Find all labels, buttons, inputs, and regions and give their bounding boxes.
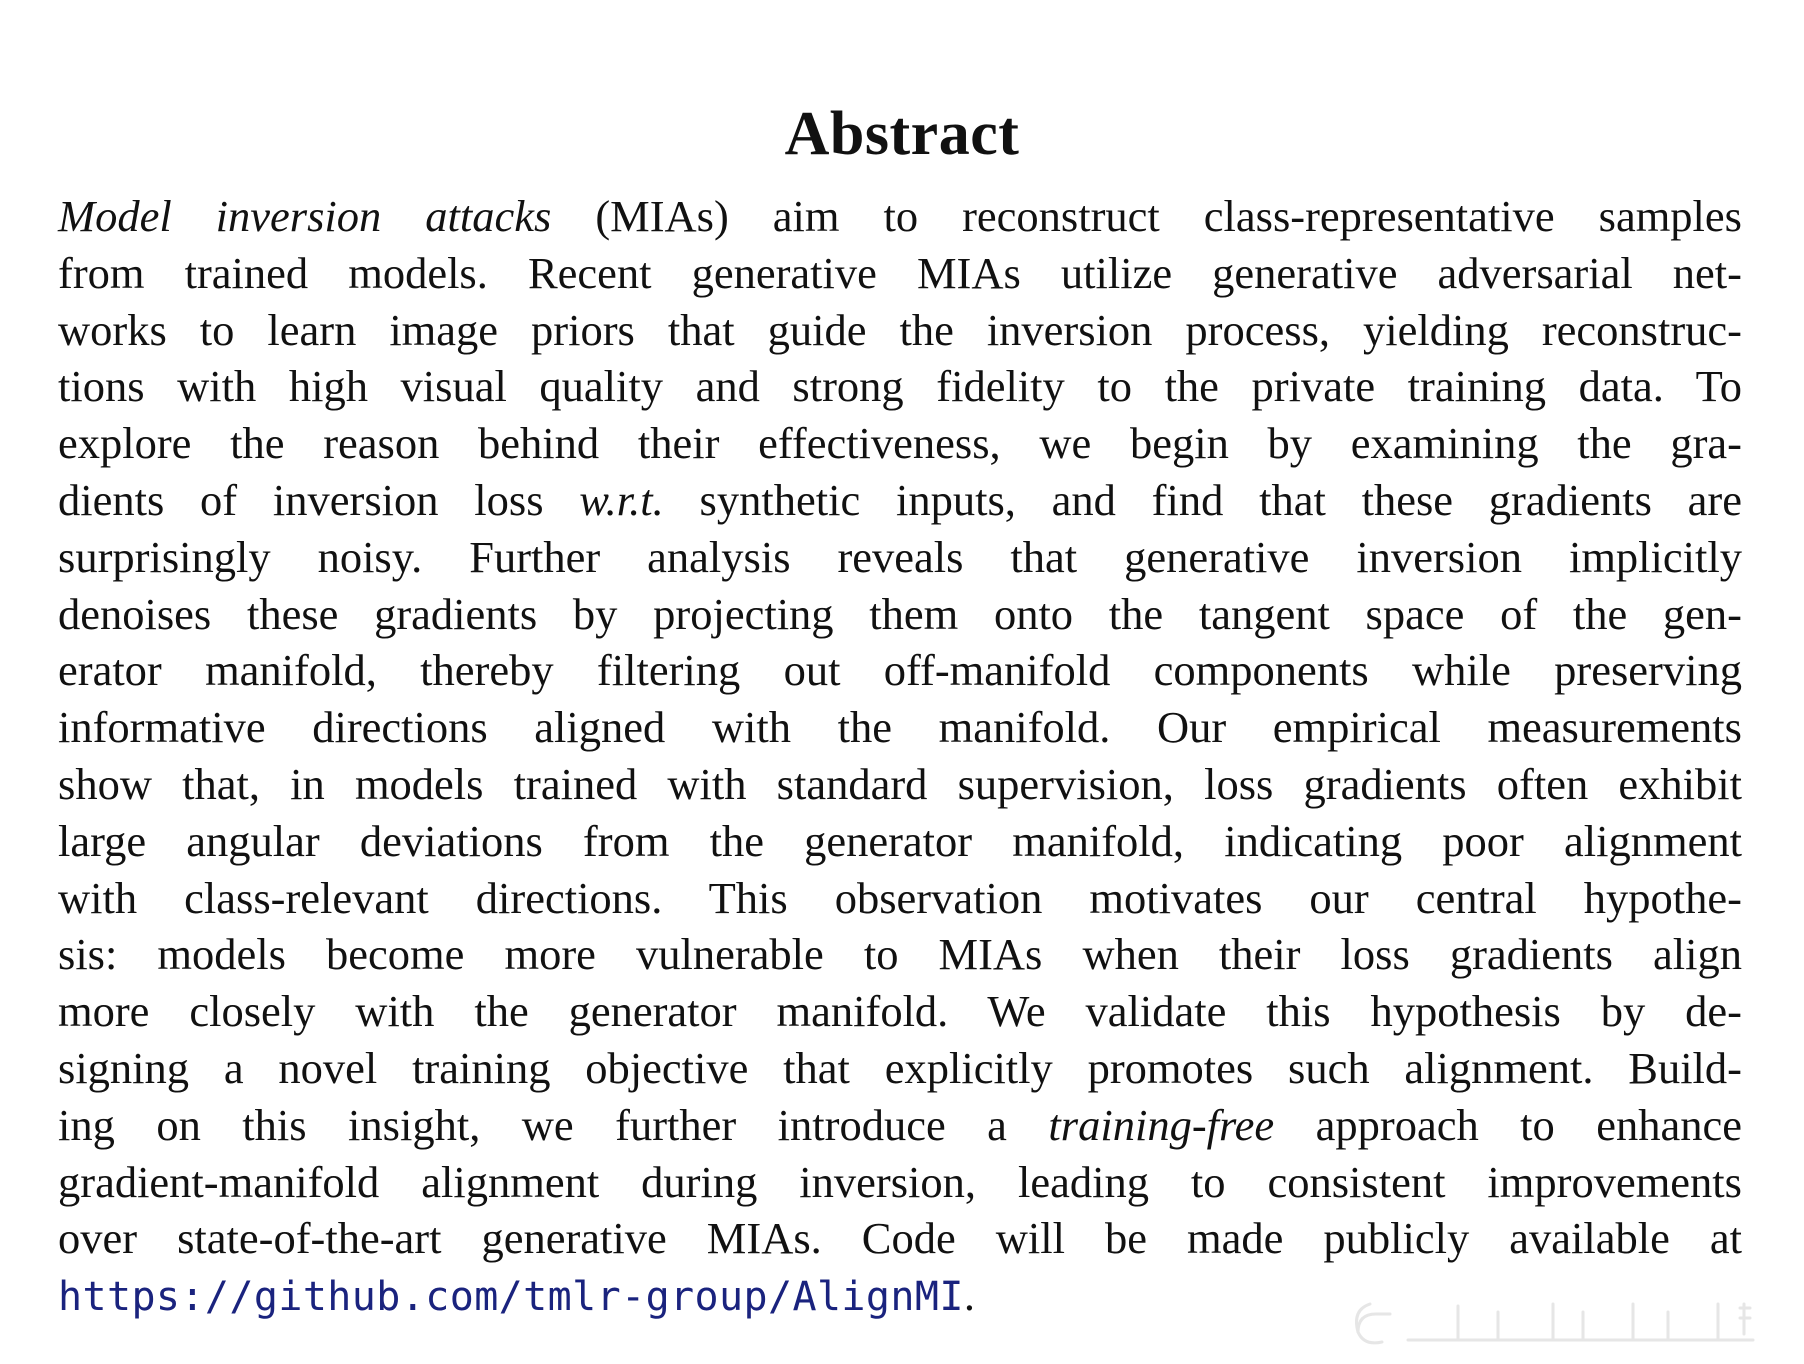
abstract-text: dients of inversion loss <box>58 474 580 525</box>
abstract-line <box>58 188 1742 245</box>
italic-term: training-free <box>1048 1099 1275 1150</box>
abstract-text: show that, in models trained with standard supervision, loss gradients often exhibit <box>58 758 1742 809</box>
abstract-line <box>58 983 1742 1040</box>
watermark-logo <box>1348 1274 1768 1354</box>
abstract-text: synthetic inputs, and find that these gradients are <box>663 474 1742 525</box>
abstract-line <box>58 1154 1742 1211</box>
abstract-line <box>58 1097 1742 1154</box>
abstract-line <box>58 1040 1742 1097</box>
abstract-text: informative directions aligned with the manifold. Our empirical measurements <box>58 702 1742 753</box>
abstract-line <box>58 586 1742 643</box>
abstract-text: over state-of-the-art generative MIAs. Code will be made publicly available at <box>58 1213 1742 1264</box>
abstract-text: signing a novel training objective that explicitly promotes such alignment. Build- <box>58 1042 1742 1093</box>
abstract-line <box>58 302 1742 359</box>
abstract-line <box>58 756 1742 813</box>
abstract-body <box>58 188 1742 1324</box>
abstract-line <box>58 529 1742 586</box>
italic-term: w.r.t. <box>579 474 664 525</box>
abstract-line <box>58 415 1742 472</box>
abstract-line <box>58 1210 1742 1267</box>
abstract-text: surprisingly noisy. Further analysis reveals that generative inversion implicitly <box>58 531 1742 582</box>
abstract-text: more closely with the generator manifold. We validate this hypothesis by de- <box>58 986 1742 1037</box>
abstract-line <box>58 926 1742 983</box>
abstract-line <box>58 813 1742 870</box>
abstract-line <box>58 358 1742 415</box>
abstract-text: with class-relevant directions. This observation motivates our central hypothe- <box>58 872 1742 923</box>
abstract-text: denoises these gradients by projecting them onto the tangent space of the gen- <box>58 588 1742 639</box>
abstract-text: sis: models become more vulnerable to MIAs when their loss gradients align <box>58 929 1742 980</box>
abstract-text: works to learn image priors that guide the inversion process, yielding reconstruc- <box>58 304 1742 355</box>
abstract-heading: Abstract <box>784 99 1020 168</box>
abstract-text: approach to enhance <box>1274 1099 1742 1150</box>
abstract-line <box>58 870 1742 927</box>
code-link[interactable]: https://github.com/tmlr-group/AlignMI <box>58 1274 964 1321</box>
abstract-text: large angular deviations from the generator manifold, indicating poor alignment <box>58 815 1742 866</box>
abstract-line <box>58 472 1742 529</box>
abstract-line <box>58 245 1742 302</box>
abstract-text: . <box>963 1270 975 1321</box>
abstract-text: tions with high visual quality and strong fidelity to the private training data. To <box>58 361 1742 412</box>
abstract-text: erator manifold, thereby filtering out off-manifold components while preserving <box>58 645 1742 696</box>
abstract-line <box>58 699 1742 756</box>
abstract-text: gradient-manifold alignment during inversion, leading to consistent improvements <box>58 1156 1742 1207</box>
abstract-text: ing on this insight, we further introduce a <box>58 1099 1049 1150</box>
abstract-text: from trained models. Recent generative MIAs utilize generative adversarial net- <box>58 247 1742 298</box>
abstract-text: (MIAs) aim to reconstruct class-representative samples <box>551 191 1742 241</box>
italic-term: Model inversion attacks <box>58 191 552 241</box>
abstract-line <box>58 642 1742 699</box>
abstract-text: explore the reason behind their effectiveness, we begin by examining the gra- <box>58 418 1742 469</box>
